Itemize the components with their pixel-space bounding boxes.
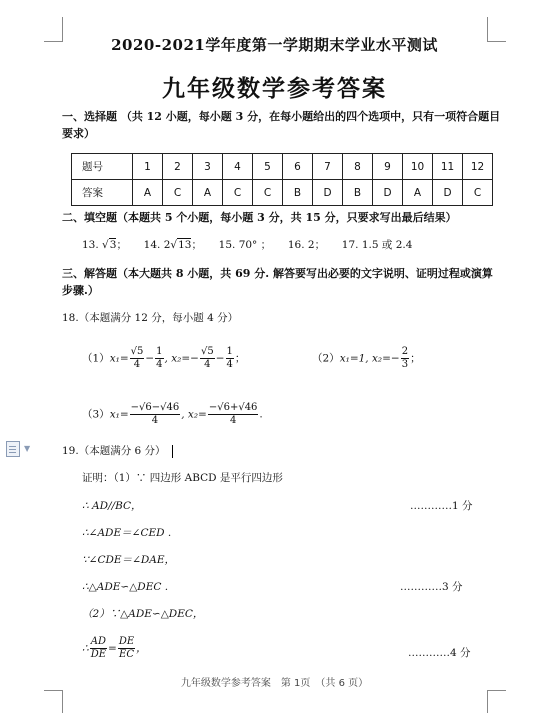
- document-title: 2020-2021学年度第一学期期末学业水平测试: [111, 36, 438, 54]
- row-label-answer: 答案: [72, 180, 133, 206]
- table-row: [72, 154, 493, 180]
- q19-line7: ∴ $\frac{AD}{DE}$ = $\frac{DE}{EC}$ ，: [82, 636, 147, 660]
- fraction: $\frac{2}{3}$: [401, 346, 409, 370]
- fill-blank-answers: 13. √3； 14. 2√13； 15. 70° ； 16. 2； 17. 1.5 或 2.4: [82, 239, 413, 251]
- fraction: $\frac{√5}{4}$: [130, 346, 144, 370]
- table-row: [72, 180, 493, 206]
- q18-part1: （1）x₁= $\frac{√5}{4}$ − $\frac{1}{4}$ , x₂=− $\frac{√5}{4}$ − $\frac{1}{4}$ ；: [82, 346, 246, 370]
- fraction: $\frac{-√6+√46}{4}$: [208, 402, 258, 426]
- dropdown-arrow-icon[interactable]: ▼: [24, 444, 31, 453]
- q18-p1-x1: x₁=: [109, 352, 129, 365]
- section1-heading: 一、选择题 （共 12 小题，每小题 3 分，在每小题给出的四个选项中，只有一项符合题目要求）: [62, 110, 501, 140]
- table-cell: B: [283, 180, 313, 206]
- q18-p3-label: （3）: [82, 408, 110, 421]
- table-cell: 3: [193, 154, 223, 180]
- q13-end: ；: [116, 239, 127, 251]
- fraction: $\frac{1}{4}$: [156, 346, 163, 370]
- answer-table: [71, 153, 493, 206]
- table-cell: 4: [223, 154, 253, 180]
- table-cell: C: [163, 180, 193, 206]
- fraction: $\frac{DE}{EC}$: [118, 636, 135, 660]
- q18-part3: （3）x₁= $\frac{-√6-√46}{4}$ , x₂= $\frac{-√6+√46}{4}$ .: [82, 402, 263, 426]
- q19-line3: ∴∠ADE＝∠CED .: [82, 527, 172, 539]
- table-cell: 5: [253, 154, 283, 180]
- table-cell: 1: [133, 154, 163, 180]
- q17-answer: 17. 1.5 或 2.4: [341, 239, 413, 251]
- q14-end: ；: [191, 239, 202, 251]
- table-cell: D: [313, 180, 343, 206]
- q14-coef: 2: [163, 239, 171, 251]
- table-cell: 11: [433, 154, 463, 180]
- table-cell: 10: [403, 154, 433, 180]
- table-cell: 8: [343, 154, 373, 180]
- q19-score-3: …………3 分: [400, 581, 463, 593]
- q19-line1: 证明：（1）∵ 四边形 ABCD 是平行四边形: [82, 472, 283, 484]
- table-cell: A: [193, 180, 223, 206]
- fraction: $\frac{-√6-√46}{4}$: [130, 402, 180, 426]
- fraction: $\frac{√5}{4}$: [200, 346, 214, 370]
- page-footer: 九年级数学参考答案 第 1页 （共 6 页）: [180, 678, 369, 689]
- crop-mark-bottom-left: [44, 690, 63, 713]
- table-cell: 6: [283, 154, 313, 180]
- fraction: $\frac{AD}{DE}$: [90, 636, 107, 660]
- q16-answer: 16. 2；: [287, 239, 326, 251]
- text-cursor: [172, 445, 173, 458]
- table-cell: C: [253, 180, 283, 206]
- table-cell: C: [223, 180, 253, 206]
- q19-title[interactable]: [62, 443, 173, 459]
- q15-answer: 15. 70° ；: [218, 239, 272, 251]
- q13-radicand: 3: [109, 239, 117, 251]
- document-subtitle: 九年级数学参考答案: [162, 75, 387, 102]
- fraction: $\frac{1}{4}$: [226, 346, 233, 370]
- q19-score-1: …………1 分: [410, 500, 473, 512]
- table-cell: A: [403, 180, 433, 206]
- section2-heading: 二、填空题（本题共 5 个小题，每小题 3 分，共 15 分，只要求写出最后结果）: [62, 211, 457, 224]
- q18-p1-label: （1）: [82, 352, 110, 365]
- table-cell: D: [433, 180, 463, 206]
- q19-line6: （2）∵△ADE∽△DEC，: [82, 608, 204, 620]
- table-cell: 9: [373, 154, 403, 180]
- table-cell: 12: [463, 154, 493, 180]
- table-cell: 2: [163, 154, 193, 180]
- q19-score-4: …………4 分: [408, 647, 471, 659]
- q18-part2: （2）x₁=1, x₂=− $\frac{2}{3}$ ；: [312, 346, 421, 370]
- q14-label: 14.: [143, 239, 161, 251]
- q19-line5: ∴△ADE∽△DEC .: [82, 581, 169, 593]
- table-cell: C: [463, 180, 493, 206]
- table-cell: 7: [313, 154, 343, 180]
- q19-title-text: 19.（本题满分 6 分）: [62, 445, 166, 457]
- q18-p2-text: x₁=1, x₂=−: [339, 352, 400, 365]
- table-cell: D: [373, 180, 403, 206]
- q14-radicand: 13: [178, 239, 192, 251]
- table-cell: B: [343, 180, 373, 206]
- document-icon[interactable]: [6, 441, 20, 457]
- q13-label: 13.: [82, 239, 99, 251]
- q18-p2-label: （2）: [312, 352, 340, 365]
- q19-line4: ∵∠CDE＝∠DAE，: [82, 554, 176, 566]
- section3-heading: 三、解答题（本大题共 8 小题，共 69 分. 解答要写出必要的文字说明、证明过程或演算步骤.）: [62, 267, 493, 297]
- row-label-question: 题号: [72, 154, 133, 180]
- q18-title: 18.（本题满分 12 分，每小题 4 分）: [62, 312, 239, 324]
- crop-mark-bottom-right: [487, 690, 506, 713]
- q19-line2: ∴ AD//BC，: [82, 500, 142, 512]
- table-cell: A: [133, 180, 163, 206]
